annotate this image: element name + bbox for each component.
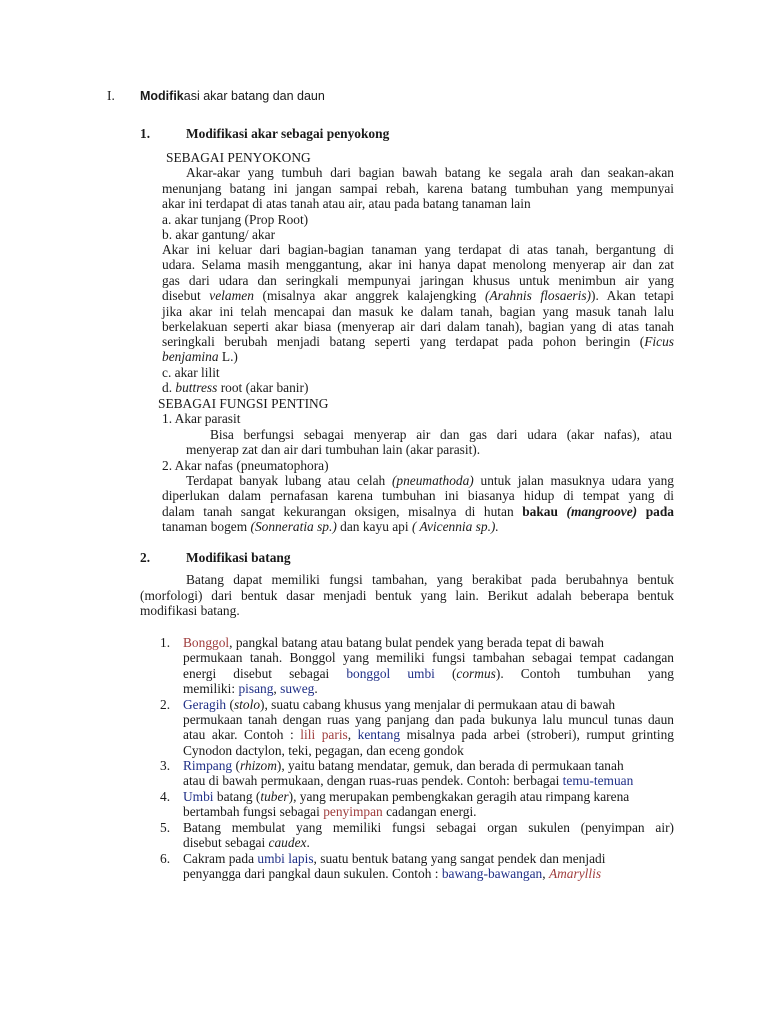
- rhizom-term: rhizom: [239, 758, 277, 773]
- list-item-d: [162, 380, 308, 396]
- heading-title-bold: Modifik: [140, 89, 184, 103]
- heading-numeral: I.: [107, 88, 115, 103]
- fungsi1-line2: menyerap zat dan air dari tumbuhan lain (akar parasit).: [186, 442, 481, 457]
- para2-line6: berkelakuan seperti akar biasa (menyerap air dari dalam tanah), bagian yang di atas tanah: [162, 319, 674, 334]
- item6-l1-rest: , suatu bentuk batang yang sangat pendek dan menjadi: [313, 851, 606, 866]
- item5-l2-pre: disebut sebagai: [183, 835, 266, 850]
- item-d-prefix: d.: [162, 380, 173, 395]
- item6-l1-pre: Cakram pada: [183, 851, 255, 866]
- item1-l3-mid: (: [451, 666, 457, 681]
- list-item-b: b. akar gantung/ akar: [162, 227, 276, 242]
- item1-line2: permukaan tanah. Bonggol yang memiliki fungsi tambahan sebagai tempat cadangan: [183, 650, 674, 665]
- para2-l4-mid: (misalnya akar anggrek kalajengking: [262, 288, 477, 303]
- sonneratia-species: (Sonneratia sp.): [250, 519, 337, 534]
- list-number: 6.: [160, 851, 171, 866]
- item4-line2: [183, 804, 477, 820]
- fungsi2-l4-mid: dan kayu api: [340, 519, 409, 534]
- item2-l3-sep: ,: [347, 727, 352, 742]
- bakau-term: bakau: [522, 504, 558, 519]
- rimpang-link[interactable]: Rimpang: [183, 758, 233, 773]
- list-number: 1.: [160, 635, 171, 650]
- pneumathoda-term: (pneumathoda): [391, 473, 474, 488]
- fungsi2-line2: diperlukan dalam pernafasan karena tumbuhan ini biasanya hidup di tempat yang di: [162, 488, 674, 503]
- fungsi-subheading: SEBAGAI FUNGSI PENTING: [158, 396, 329, 411]
- cormus-term: cormus: [456, 666, 496, 681]
- bonggol-umbi-link[interactable]: bonggol umbi: [346, 666, 435, 681]
- para2-line2: udara. Selama masih menggantung, akar ini hanya dapat menolong menyerap air dan zat: [162, 257, 674, 272]
- pisang-link[interactable]: pisang: [238, 681, 274, 696]
- item1-l3-pre: energi disebut sebagai: [183, 666, 330, 681]
- geragih-link[interactable]: Geragih: [183, 697, 227, 712]
- fungsi2-title: 2. Akar nafas (pneumatophora): [162, 458, 329, 473]
- list-item-a: a. akar tunjang (Prop Root): [162, 212, 309, 227]
- item3-line2: [183, 773, 633, 789]
- list-number: 3.: [160, 758, 171, 773]
- item2-l3-post: misalnya pada arbei (stroberi), rumput grinting: [406, 727, 674, 742]
- para2-l8-post: L.): [221, 349, 238, 364]
- fungsi2-l4-pre: tanaman bogem: [162, 519, 248, 534]
- item2-l3-pre: atau akar. Contoh :: [183, 727, 294, 742]
- list-number: 5.: [160, 820, 171, 835]
- para2-line7: [162, 334, 674, 350]
- list-item-c: c. akar lilit: [162, 365, 220, 380]
- para1-line2: menunjang batang ini jangan sampai rebah, karena batang tumbuhan yang mempunyai: [162, 181, 674, 196]
- para2-line5: jika akar ini telah mencapai dan masuk ke dalam tanah, bagian yang masuk tanah lalu: [162, 304, 674, 319]
- heading-title-rest: asi akar batang dan daun: [183, 89, 325, 103]
- item1-l4-pre: memiliki:: [183, 681, 236, 696]
- item3-l2-pre: atau di bawah permukaan, dengan ruas-ruas pendek. Contoh: berbagai: [183, 773, 560, 788]
- item6-line2: [183, 866, 601, 882]
- item2-line4: Cynodon dactylon, teki, pegagan, dan eceng gondok: [183, 743, 464, 758]
- amaryllis-link[interactable]: Amaryllis: [548, 866, 602, 881]
- item1-l4-end: .: [314, 681, 318, 696]
- benjamina-term: benjamina: [162, 349, 219, 364]
- list-number: 4.: [160, 789, 171, 804]
- item4-l2-post: cadangan energi.: [386, 804, 477, 819]
- fungsi2-l1-pre: Terdapat banyak lubang atau celah: [186, 473, 386, 488]
- ficus-term: Ficus: [644, 334, 674, 349]
- item3-l1-mid: (: [235, 758, 240, 773]
- para1-line3: akar ini terdapat di atas tanah atau air, atau pada batang tanaman lain: [162, 196, 531, 211]
- kentang-link[interactable]: kentang: [357, 727, 401, 742]
- item6-l2-sep: ,: [542, 866, 546, 881]
- para2-line8: [162, 349, 238, 365]
- item2-line2: permukaan tanah dengan ruas yang panjang dan pada bukunya lalu muncul tunas daun: [183, 712, 674, 727]
- fungsi2-line1: [186, 473, 674, 489]
- section1-number: 1.: [140, 126, 151, 141]
- item1-l3-post: ). Contoh tumbuhan yang: [495, 666, 674, 681]
- item-d-italic: buttress: [175, 380, 218, 395]
- para2-line1: Akar ini keluar dari bagian-bagian tanaman yang terdapat di atas tanah, bergantung di: [162, 242, 674, 257]
- item2-line1: [183, 697, 615, 713]
- temu-temuan-link[interactable]: temu-temuan: [562, 773, 634, 788]
- pada-term: pada: [645, 504, 674, 519]
- item5-line2: [183, 835, 310, 851]
- item1-line1: [183, 635, 604, 651]
- para2-l4-pre: disebut: [162, 288, 201, 303]
- umbi-lapis-link[interactable]: umbi lapis: [257, 851, 314, 866]
- list-number: 2.: [160, 697, 171, 712]
- item3-l1-rest: ), yaitu batang mendatar, gemuk, dan berada di permukaan tanah: [276, 758, 624, 773]
- umbi-link[interactable]: Umbi: [183, 789, 214, 804]
- item5-l2-post: .: [306, 835, 310, 850]
- lili-paris-link[interactable]: lili paris: [300, 727, 348, 742]
- section2-intro-line3: modifikasi batang.: [140, 603, 240, 618]
- item2-l1-rest: ), suatu cabang khusus yang menjalar di permukaan atau di bawah: [260, 697, 616, 712]
- fungsi2-l1-post: untuk jalan masuknya udara yang: [480, 473, 674, 488]
- item3-line1: [183, 758, 624, 774]
- item4-l1-rest: ), yang merupakan pembengkakan geragih atau rimpang karena: [288, 789, 630, 804]
- para2-line3: gas dari udara dan seringkali mempunyai jaringan khusus untuk menimbun air yang: [162, 273, 674, 288]
- avicennia-species: ( Avicennia sp.).: [411, 519, 499, 534]
- fungsi2-l3-pre: dalam tanah sangat kekurangan oksigen, misalnya di hutan: [162, 504, 514, 519]
- bonggol-link[interactable]: Bonggol: [183, 635, 230, 650]
- item1-line3: [183, 666, 674, 682]
- item4-l2-pre: bertambah fungsi sebagai: [183, 804, 320, 819]
- section2-number: 2.: [140, 550, 151, 565]
- item6-line1: [183, 851, 605, 867]
- para2-line4: [162, 288, 674, 304]
- item1-line4: [183, 681, 318, 697]
- item6-l2-pre: penyangga dari pangkal daun sukulen. Contoh :: [183, 866, 439, 881]
- velamen-term: velamen: [209, 288, 254, 303]
- item2-l1-mid: (: [229, 697, 234, 712]
- item1-l4-sep: ,: [273, 681, 277, 696]
- item1-l1-text: , pangkal batang atau batang bulat pendek yang berada tepat di bawah: [229, 635, 604, 650]
- fungsi2-line4: [162, 519, 499, 535]
- section2-intro-line2: (morfologi) dari bentuk dasar menjadi bentuk yang lain. Berikut adalah beberapa bentuk: [140, 588, 674, 603]
- para2-l7-pre: seringkali berubah menjadi batang seperti yang terdapat pada pohon beringin (: [162, 334, 645, 349]
- section1-subheading: SEBAGAI PENYOKONG: [166, 150, 311, 165]
- stolo-term: stolo: [233, 697, 261, 712]
- section2-title: Modifikasi batang: [186, 550, 291, 565]
- item4-l1-mid: batang (: [216, 789, 261, 804]
- mangroove-term: (mangroove): [566, 504, 638, 519]
- arahnis-species: (Arahnis flosaeris): [484, 288, 592, 303]
- para1-line1: Akar-akar yang tumbuh dari bagian bawah batang ke segala arah dan seakan-akan: [186, 165, 674, 180]
- section1-title: Modifikasi akar sebagai penyokong: [186, 126, 390, 141]
- bawang-bawangan-link[interactable]: bawang-bawangan: [441, 866, 543, 881]
- item-d-rest: root (akar banir): [220, 380, 309, 395]
- para2-l4-post: ). Akan tetapi: [591, 288, 675, 303]
- item2-line3: [183, 727, 674, 743]
- item5-line1: Batang membulat yang memiliki fungsi sebagai organ sukulen (penyimpan air): [183, 820, 674, 835]
- heading-title: [140, 88, 325, 104]
- caudex-term: caudex: [268, 835, 307, 850]
- fungsi1-title: 1. Akar parasit: [162, 411, 241, 426]
- penyimpan-link[interactable]: penyimpan: [323, 804, 383, 819]
- tuber-term: tuber: [260, 789, 289, 804]
- fungsi1-line1: Bisa berfungsi sebagai menyerap air dan gas dari udara (akar nafas), atau: [210, 427, 672, 442]
- fungsi2-line3: [162, 504, 674, 520]
- section2-intro-line1: Batang dapat memiliki fungsi tambahan, yang berakibat pada berubahnya bentuk: [186, 572, 674, 587]
- item4-line1: [183, 789, 629, 805]
- suweg-link[interactable]: suweg: [280, 681, 315, 696]
